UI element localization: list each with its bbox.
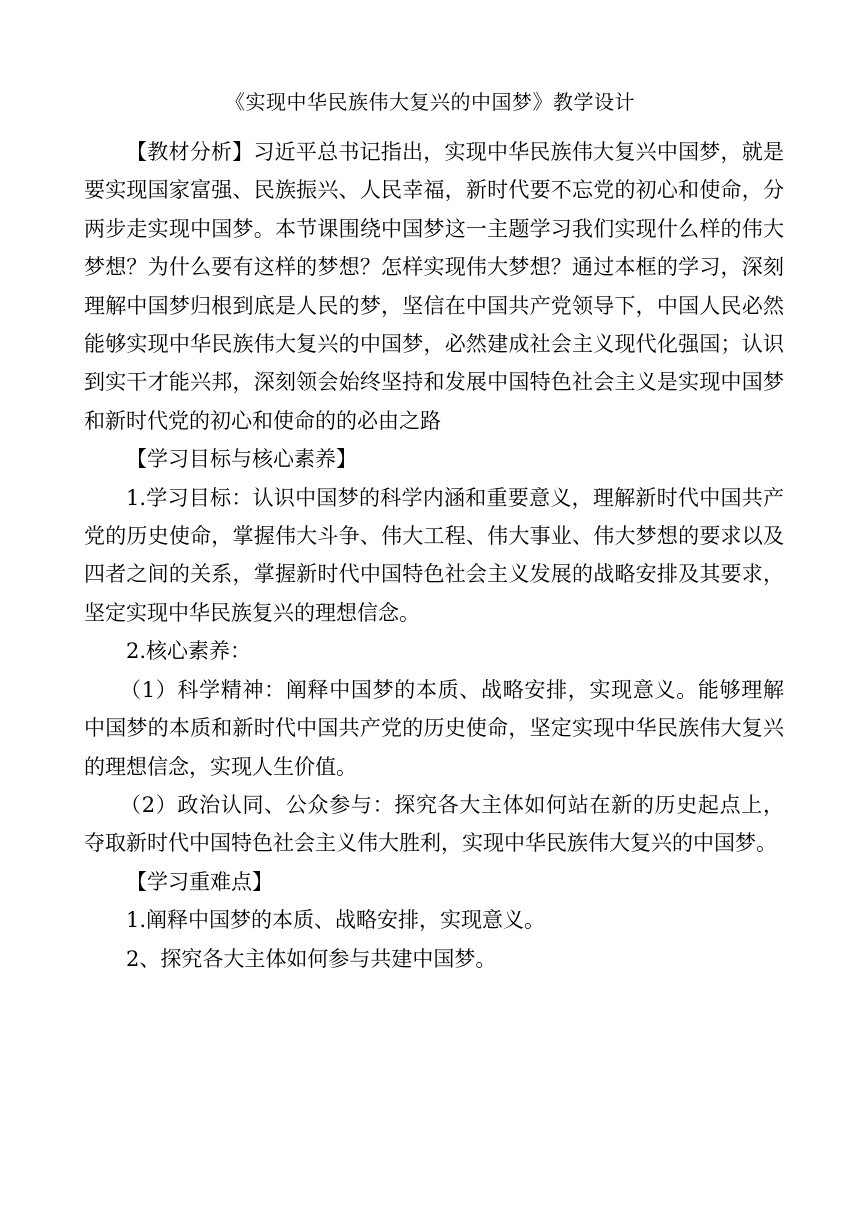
document-body — [84, 133, 784, 978]
paragraph-political-identity: （2）政治认同、公众参与：探究各大主体如何站在新的历史起点上，夺取新时代中国特色社会主义伟大胜利，实现中华民族伟大复兴的中国梦。 — [84, 792, 784, 856]
paragraph-textbook-analysis: 【教材分析】习近平总书记指出，实现中华民族伟大复兴中国梦，就是要实现国家富强、民族振兴、人民幸福，新时代要不忘党的初心和使命，分两步走实现中国梦。本节课围绕中国梦这一主题学习我们实现什么样的伟大梦想？为什么要有这样的梦想？怎样实现伟大梦想？通过本框的学习，深刻理解中国梦归根到底是人民的梦，坚信在中国共产党领导下，中国人民必然能够实现中华民族伟大复兴的中国梦，必然建成社会主义现代化强国；认识到实干才能兴邦，深刻领会始终坚持和发展中国特色社会主义是实现中国梦和新时代党的初心和使命的的必由之路 — [84, 140, 784, 433]
document-title: 《实现中华民族伟大复兴的中国梦》教学设计 — [225, 90, 635, 114]
paragraph-learning-goals: 1.学习目标：认识中国梦的科学内涵和重要意义，理解新时代中国共产党的历史使命，掌握伟大斗争、伟大工程、伟大事业、伟大梦想的要求以及四者之间的关系，掌握新时代中国特色社会主义发展的战略安排及其要求，坚定实现中华民族复兴的理想信念。 — [84, 485, 784, 625]
heading-key-difficulties: 【学习重难点】 — [126, 869, 273, 894]
paragraph-scientific-spirit: （1）科学精神：阐释中国梦的本质、战略安排，实现意义。能够理解中国梦的本质和新时代中国共产党的历史使命，坚定实现中华民族伟大复兴的理想信念，实现人生价值。 — [84, 677, 784, 779]
paragraph-difficulty-1: 1.阐释中国梦的本质、战略安排，实现意义。 — [126, 908, 546, 933]
paragraph-core-literacy-heading: 2.核心素养： — [126, 639, 252, 664]
heading-learning-objectives: 【学习目标与核心素养】 — [126, 447, 357, 472]
paragraph-difficulty-2: 2、探究各大主体如何参与共建中国梦。 — [126, 946, 497, 971]
